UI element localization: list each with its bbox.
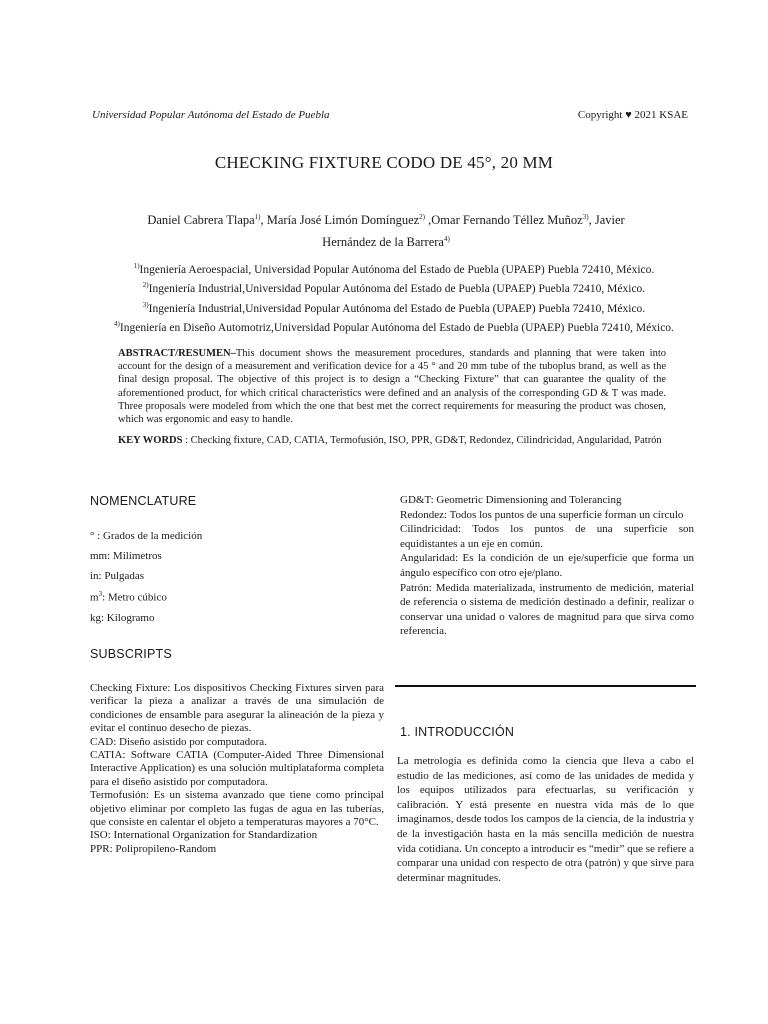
definition-item: Termofusión: Es un sistema avanzado que tiene como principal objetivo eliminar por completo las fugas de agua en las tuberías, que consiste en calentar el objeto a temperaturas mayores a 70°C. xyxy=(90,789,384,829)
abstract-label: ABSTRACT/RESUMEN– xyxy=(118,348,236,359)
unit-symbol: m xyxy=(90,591,99,604)
nomenclature-item: in: Pulgadas xyxy=(90,570,145,582)
unit-exponent: 3 xyxy=(98,590,103,598)
introduction-text: La metrología es definida como la ciencia que lleva a cabo el estudio de las mediciones, así como de las unidades de medida y los equipos utilizados para efectuarlas, su verificación y calibración. Y está presente en nuestra vida más de lo que imaginamos, desde todos los campos de la ciencia, de la industria y de la investigación hasta en la más sencilla medición de nuestra vida cotidiana. Un concepto a introducir es “medir” que se refiere a comparar una unidad con respecto de otra (patrón) y que sirve para determinar magnitudes. xyxy=(397,755,694,884)
author-affil-mark: 1) xyxy=(254,213,261,221)
author-name: María José Limón Domínguez xyxy=(266,213,420,228)
affiliation-mark: 3) xyxy=(142,300,149,309)
affiliation-line xyxy=(92,317,696,336)
definition-item: CATIA: Software CATIA (Computer-Aided Three Dimensional Interactive Application) es una solución multiplataforma completa para el diseño asistido por computadora. xyxy=(90,749,384,788)
author-affil-mark: 3) xyxy=(582,213,589,221)
keywords-label: KEY WORDS xyxy=(118,435,183,446)
unit-description: : Metro cúbico xyxy=(102,591,167,604)
affiliation-mark: 2) xyxy=(142,281,149,290)
subscripts-heading: SUBSCRIPTS xyxy=(90,647,172,661)
definition-item: Checking Fixture: Los dispositivos Checking Fixtures sirven para verificar la pieza a analizar a través de una simulación de condiciones de ensamble para asegurar la alineación de la pieza y evitar el continuo desecho de piezas. xyxy=(90,682,384,735)
definition-item: Angularidad: Es la condición de un eje/superficie que forma un ángulo específico con otro eje/plano. xyxy=(400,552,694,579)
subscripts-definitions xyxy=(90,682,384,856)
author-affil-mark: 2) xyxy=(419,213,426,221)
author-list: Daniel Cabrera Tlapa$^{1)}$, María José Limón Domínguez$^{2)}$ ,Omar Fernando Téllez Muñoz$^{3)}$, Javier Hernández de la Barrera$^{4)}$ xyxy=(147,213,625,250)
author-affil-mark: 4) xyxy=(443,235,450,244)
author-name: Javier xyxy=(594,213,625,228)
author-name: Hernández de la Barrera xyxy=(322,235,444,250)
affiliation-line xyxy=(92,298,696,317)
author-name: Daniel Cabrera Tlapa xyxy=(147,213,255,228)
affiliation-mark: 1) xyxy=(133,262,140,270)
affiliation-line xyxy=(92,259,696,278)
keywords-block xyxy=(118,434,666,448)
nomenclature-item: ° : Grados de la medición xyxy=(90,530,203,542)
affiliation-mark: 4) xyxy=(114,319,120,328)
keywords-text: : Checking fixture, CAD, CATIA, Termofusión, ISO, PPR, GD&T, Redondez, Cilindricidad, Angularidad, Patrón xyxy=(182,435,662,446)
running-head-institution: Universidad Popular Autónoma del Estado de Puebla xyxy=(92,109,330,121)
affiliation-text: Ingeniería Industrial,Universidad Popular Autónoma del Estado de Puebla (UPAEP) Puebla 72410, México. xyxy=(148,302,646,315)
abstract-text: This document shows the measurement procedures, standards and planning that were taken into account for the design of a measurement and verification device for a 45 ° and 20 mm tube of the tuboplus brand, as well as the final design proposal. The objective of this project is to design a “Checking Fixture” that can guarantee the quality of the aforementioned product, for which critical characteristics were defined and an analysis of the corresponding GD & T was made. Three proposals were modeled from which the one that best met the correct requirements for measuring the product was chosen, which was ergonomic and easy to handle. xyxy=(118,348,666,426)
introduction-heading: 1. INTRODUCCIÓN xyxy=(400,725,515,739)
definition-item: Redondez: Todos los puntos de una superficie forman un círculo xyxy=(400,508,684,521)
nomenclature-item: kg: Kilogramo xyxy=(90,612,155,624)
definition-item: Patrón: Medida materializada, instrumento de medición, material de referencia o sistema de medición destinado a definir, realizar o conservar una unidad o valores de magnitud para que sirva como referencia. xyxy=(400,581,694,638)
affiliation-line xyxy=(92,278,696,297)
nomenclature-item: mm: Milímetros xyxy=(90,550,162,562)
definition-item: ISO: International Organization for Standardization xyxy=(90,829,318,842)
section-divider xyxy=(395,685,696,687)
author-name: Omar Fernando Téllez Muñoz xyxy=(431,213,583,228)
nomenclature-heading: NOMENCLATURE xyxy=(90,494,197,508)
affiliation-list xyxy=(92,259,696,336)
affiliation-text: Ingeniería en Diseño Automotriz,Universidad Popular Autónoma del Estado de Puebla (UPAEP) Puebla 72410, México. xyxy=(119,321,674,334)
definition-item: Cilindricidad: Todos los puntos de una superficie son equidistantes a un eje en común. xyxy=(400,523,694,550)
right-column-definitions xyxy=(400,493,694,639)
paper-title: CHECKING FIXTURE CODO DE 45°, 20 MM xyxy=(214,153,554,172)
definition-item: GD&T: Geometric Dimensioning and Tolerancing xyxy=(400,494,622,506)
definition-item: CAD: Diseño asistido por computadora. xyxy=(90,735,267,748)
nomenclature-item xyxy=(90,590,167,604)
affiliation-text: Ingeniería Industrial,Universidad Popular Autónoma del Estado de Puebla (UPAEP) Puebla 72410, México. xyxy=(148,283,646,296)
definition-item: PPR: Polipropileno-Random xyxy=(90,842,217,855)
abstract-block xyxy=(118,347,666,426)
running-head-copyright: Copyright ♥ 2021 KSAE xyxy=(577,109,688,121)
affiliation-text: Ingeniería Aeroespacial, Universidad Popular Autónoma del Estado de Puebla (UPAEP) Puebla 72410, México. xyxy=(139,263,655,276)
